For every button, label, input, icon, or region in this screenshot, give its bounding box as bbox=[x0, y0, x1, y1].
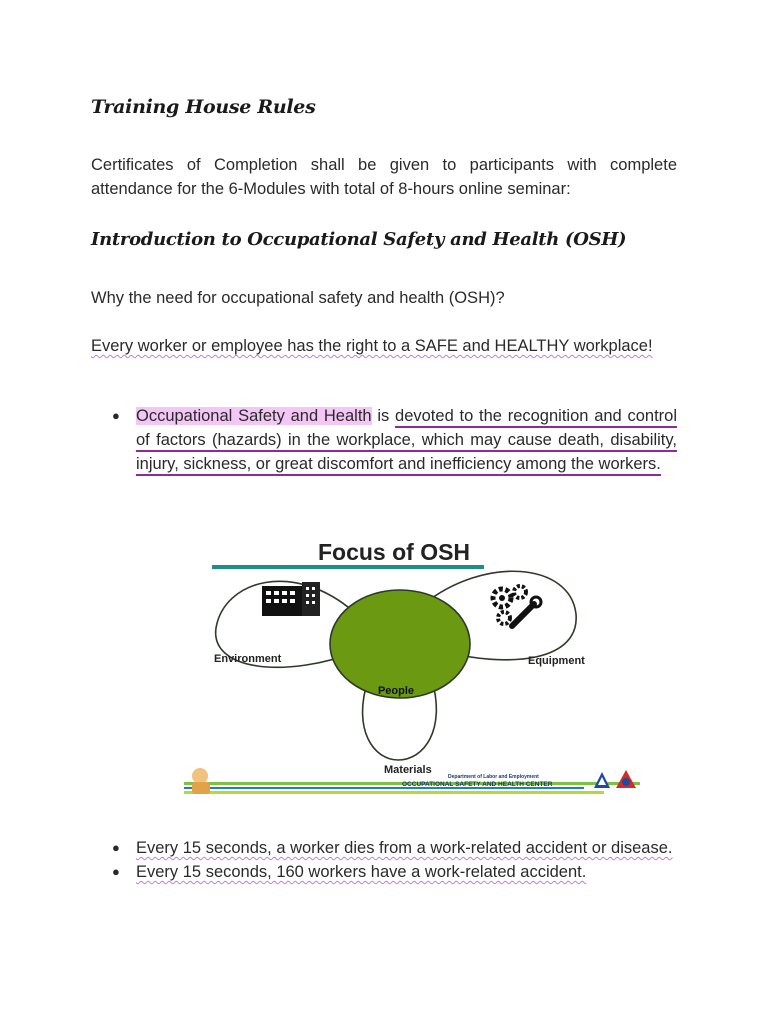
connector-text: is bbox=[371, 407, 396, 425]
materials-label: Materials bbox=[384, 764, 432, 776]
footer-stripe-lime bbox=[184, 791, 604, 794]
bullet-icon: ● bbox=[112, 408, 120, 423]
why-question: Why the need for occupational safety and health (OSH)? bbox=[91, 289, 505, 307]
statistic-text: Every 15 seconds, a worker dies from a work-related accident or disease. bbox=[136, 839, 673, 857]
rights-text: Every worker or employee has the right to a SAFE and HEALTHY workplace! bbox=[91, 337, 653, 355]
list-item bbox=[112, 836, 677, 860]
list-item bbox=[112, 404, 677, 476]
building-icon bbox=[262, 582, 320, 616]
bullet-icon: ● bbox=[112, 840, 120, 855]
document-title: Training House Rules bbox=[91, 96, 316, 118]
list-item bbox=[112, 860, 677, 884]
highlighted-term: Occupational Safety and Health bbox=[136, 407, 372, 425]
footer-oshc-text: OCCUPATIONAL SAFETY AND HEALTH CENTER bbox=[402, 781, 553, 788]
figure-title: Focus of OSH bbox=[317, 539, 471, 565]
equipment-label: Equipment bbox=[528, 655, 585, 667]
osh-definition-list bbox=[112, 404, 677, 476]
focus-of-osh-figure bbox=[184, 510, 640, 798]
bullet-icon: ● bbox=[112, 864, 120, 879]
people-label: People bbox=[377, 685, 415, 697]
statistic-text: Every 15 seconds, 160 workers have a work-related accident. bbox=[136, 863, 587, 881]
section-heading-osh: Introduction to Occupational Safety and Health (OSH) bbox=[91, 229, 627, 250]
rights-paragraph bbox=[91, 334, 677, 358]
people-circle bbox=[330, 590, 470, 698]
definition-text: devoted to the recognition and control of factors (hazards) in the workplace, which may cause death, disability, injury, sickness, or great discomfort and inefficiency among the workers. bbox=[136, 407, 677, 476]
footer-dole-text: Department of Labor and Employment bbox=[448, 774, 539, 780]
statistics-list bbox=[112, 836, 677, 884]
figure-diagram bbox=[184, 510, 640, 798]
certificate-paragraph: Certificates of Completion shall be given to participants with complete attendance for the 6-Modules with total of 8-hours online seminar: bbox=[91, 156, 677, 198]
environment-label: Environment bbox=[214, 653, 282, 665]
